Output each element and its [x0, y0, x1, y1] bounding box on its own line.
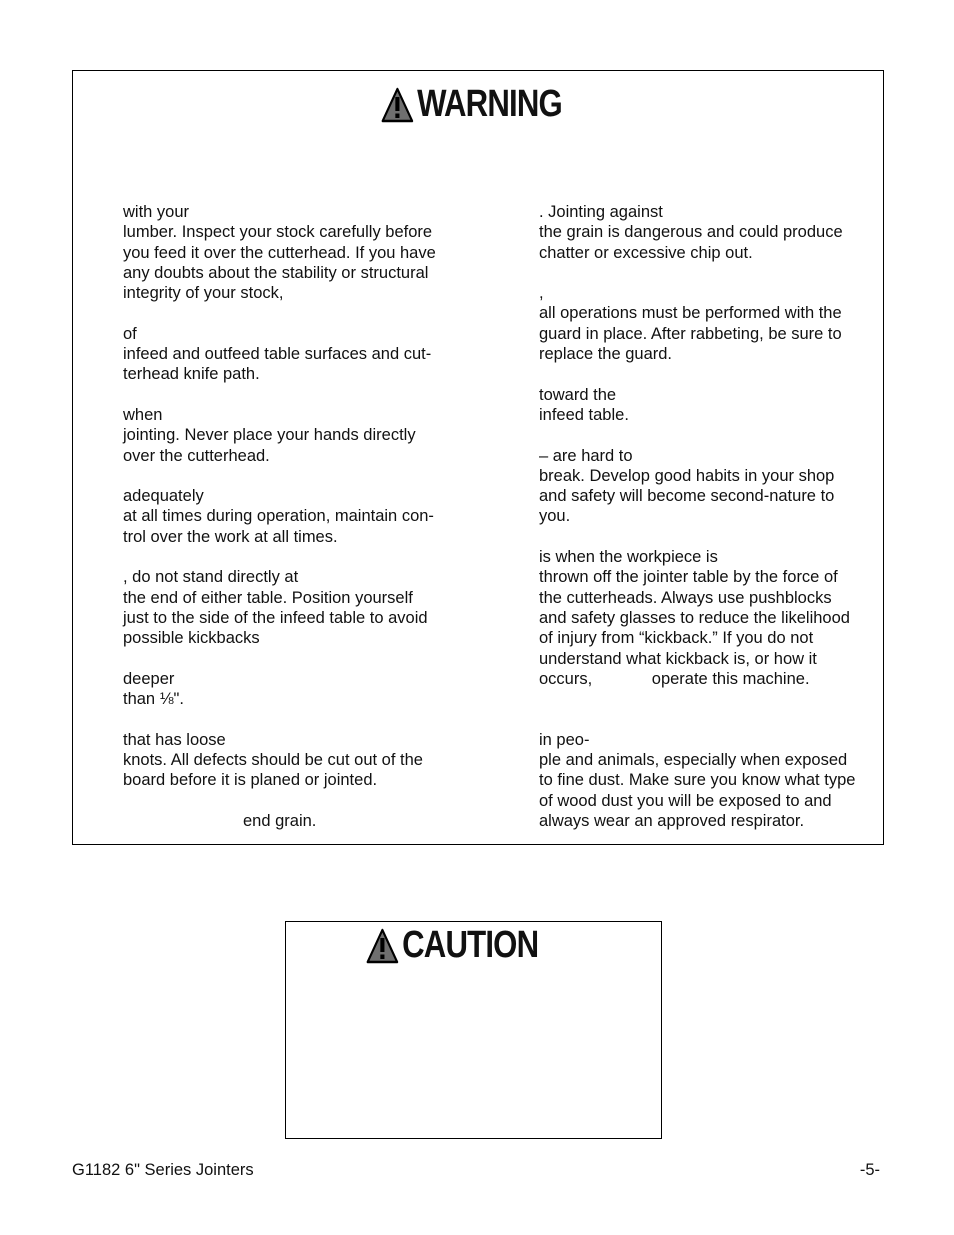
text-line: knots. All defects should be cut out of the	[123, 751, 423, 770]
text-line: possible kickbacks	[123, 629, 260, 648]
warning-heading	[381, 83, 562, 126]
text-line: the cutterheads. Always use pushblocks	[539, 588, 832, 607]
left-item-2	[123, 324, 447, 385]
text-line: is when the workpiece is	[539, 548, 718, 567]
text-line: of injury from “kickback.” If you do not	[539, 629, 814, 648]
text-line: always wear an approved respirator.	[539, 811, 805, 830]
text-line: toward the	[539, 385, 617, 404]
left-item-5	[123, 567, 447, 648]
footer-page-number: -5-	[859, 1161, 880, 1179]
text-line: ,	[539, 284, 544, 303]
text-line: the end of either table. Position yourself	[123, 588, 413, 607]
right-item-5	[539, 547, 863, 689]
text-line: board before it is planed or jointed.	[123, 771, 378, 790]
text-line: ple and animals, especially when exposed	[539, 751, 848, 770]
text-line: in peo-	[539, 730, 590, 749]
text-line: jointing. Never place your hands directly	[123, 426, 416, 445]
warning-triangle-icon	[381, 87, 414, 123]
text-line: with your	[123, 203, 190, 221]
text-line: of	[123, 324, 137, 343]
left-item-1	[123, 202, 447, 303]
text-line: over the cutterhead.	[123, 446, 270, 465]
text-line: the grain is dangerous and could produce	[539, 223, 843, 242]
warning-right-column	[539, 202, 863, 831]
text-line: lumber. Inspect your stock carefully before	[123, 223, 433, 242]
left-item-8	[123, 811, 447, 831]
left-item-4	[123, 486, 447, 547]
text-line: deeper	[123, 669, 175, 688]
text-line: end grain.	[243, 811, 317, 830]
right-item-1	[539, 202, 863, 263]
text-line: terhead knife path.	[123, 365, 260, 384]
text-line: all operations must be performed with the	[539, 304, 842, 323]
text-line: . Jointing against	[539, 203, 663, 221]
caution-title: CAUTION	[402, 924, 539, 966]
footer-manual-title: G1182 6" Series Jointers	[72, 1161, 254, 1179]
text-line: than ⅛".	[123, 690, 184, 709]
text-line: you feed it over the cutterhead. If you have	[123, 243, 436, 262]
text-line: that has loose	[123, 730, 226, 749]
left-item-7	[123, 730, 447, 791]
text-line: and safety glasses to reduce the likelihood	[539, 608, 850, 627]
text-line: occurs, operate this machine.	[539, 669, 810, 688]
text-line: you.	[539, 507, 571, 526]
left-item-3	[123, 405, 447, 466]
text-line: at all times during operation, maintain con-	[123, 507, 434, 526]
right-item-6	[539, 730, 863, 831]
warning-title: WARNING	[417, 83, 562, 125]
warning-box	[72, 70, 884, 845]
text-line: guard in place. After rabbeting, be sure to	[539, 324, 842, 343]
caution-heading	[366, 924, 538, 967]
text-line: and safety will become second-nature to	[539, 487, 835, 506]
text-line: adequately	[123, 487, 204, 506]
text-line: understand what kickback is, or how it	[539, 649, 817, 668]
caution-box	[285, 921, 662, 1139]
warning-left-column	[123, 202, 447, 831]
text-line: integrity of your stock,	[123, 284, 284, 303]
text-line: of wood dust you will be exposed to and	[539, 791, 832, 810]
text-line: replace the guard.	[539, 345, 673, 364]
text-line: chatter or excessive chip out.	[539, 243, 753, 262]
text-line: infeed table.	[539, 405, 629, 424]
text-line: trol over the work at all times.	[123, 527, 338, 546]
text-line: to fine dust. Make sure you know what type	[539, 771, 856, 790]
text-line: break. Develop good habits in your shop	[539, 466, 835, 485]
text-line: any doubts about the stability or structural	[123, 263, 429, 282]
right-item-4	[539, 446, 863, 527]
text-line: thrown off the jointer table by the force of	[539, 568, 838, 587]
right-item-2	[539, 283, 863, 364]
right-item-3	[539, 385, 863, 426]
left-item-6	[123, 669, 447, 710]
text-line: just to the side of the infeed table to avoid	[123, 608, 428, 627]
text-line: infeed and outfeed table surfaces and cut-	[123, 345, 432, 364]
text-line: , do not stand directly at	[123, 568, 299, 587]
text-line: when	[123, 405, 163, 424]
caution-triangle-icon	[366, 928, 399, 964]
text-line: – are hard to	[539, 446, 633, 465]
